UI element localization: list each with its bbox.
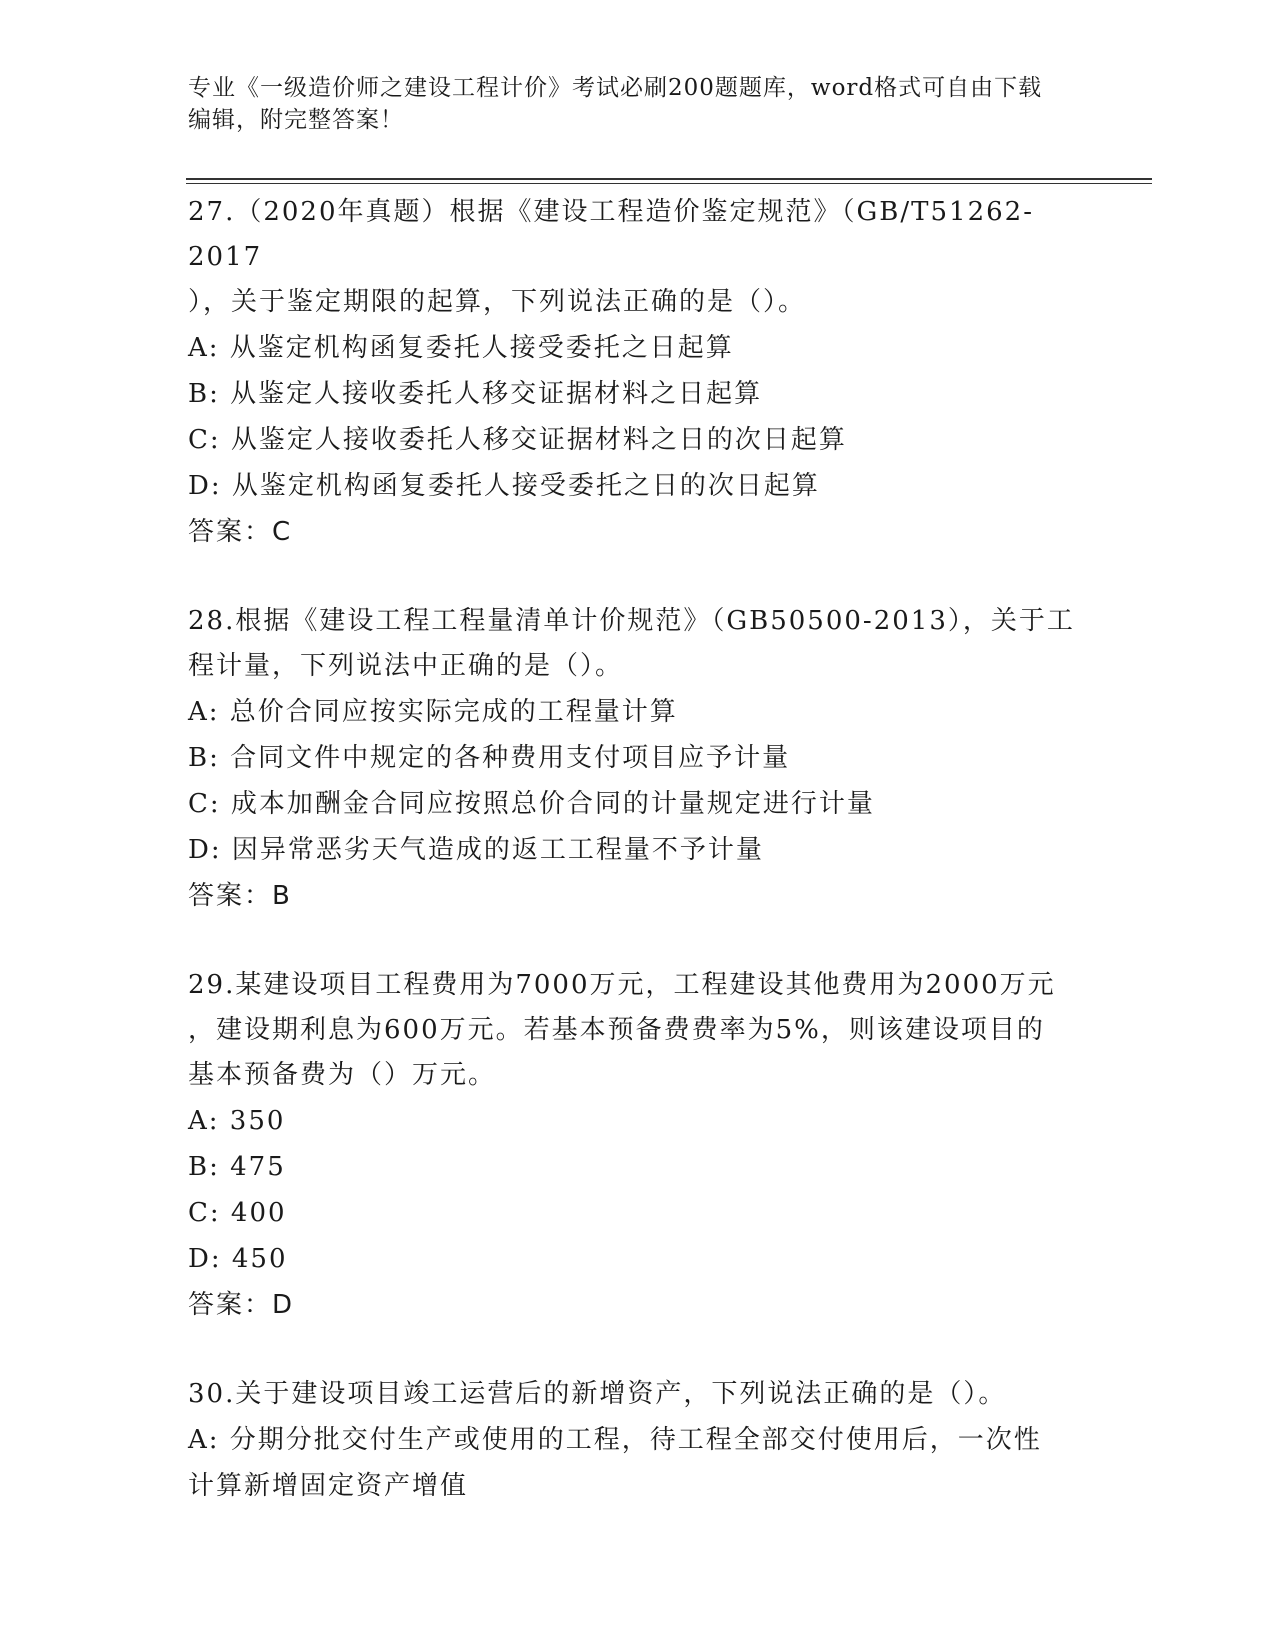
option-c: C: 400 [188, 1198, 287, 1228]
question-30 [188, 1372, 1088, 1509]
option-a: A: 分期分批交付生产或使用的工程，待工程全部交付使用后，一次性 计算新增固定资产增值 [188, 1425, 1042, 1501]
option-d: D: 从鉴定机构函复委托人接受委托之日的次日起算 [188, 471, 820, 501]
option-c: C: 成本加酬金合同应按照总价合同的计量规定进行计量 [188, 789, 875, 819]
question-stem: 30.关于建设项目竣工运营后的新增资产，下列说法正确的是（）。 [188, 1379, 1007, 1409]
option-a: A: 350 [188, 1106, 286, 1136]
option-d: D: 450 [188, 1244, 288, 1274]
header-divider-thin [186, 183, 1152, 184]
answer-line: 答案：D [188, 1290, 295, 1320]
option-a: A: 总价合同应按实际完成的工程量计算 [188, 697, 678, 727]
header-line-1: 专业《一级造价师之建设工程计价》考试必刷200题题库，word格式可自由下载 [188, 75, 1043, 101]
question-stem: 28.根据《建设工程工程量清单计价规范》（GB50500-2013），关于工 程计量，下列说法中正确的是（）。 [188, 606, 1075, 681]
option-b: B: 合同文件中规定的各种费用支付项目应予计量 [188, 743, 791, 773]
question-28 [188, 599, 1088, 919]
question-stem: 29.某建设项目工程费用为7000万元，工程建设其他费用为2000万元 ，建设期利息为600万元。若基本预备费费率为5%，则该建设项目的 基本预备费为（）万元。 [188, 970, 1056, 1090]
question-list [188, 190, 1088, 1553]
option-b: B: 从鉴定人接收委托人移交证据材料之日起算 [188, 379, 763, 409]
header-divider-thick [186, 178, 1152, 180]
question-29 [188, 963, 1088, 1328]
option-c: C: 从鉴定人接收委托人移交证据材料之日的次日起算 [188, 425, 847, 455]
document-header [188, 72, 1088, 136]
question-stem: 27.（2020年真题）根据《建设工程造价鉴定规范》（GB/T51262-2017 ），关于鉴定期限的起算，下列说法正确的是（）。 [188, 197, 1034, 317]
option-a: A: 从鉴定机构函复委托人接受委托之日起算 [188, 333, 734, 363]
answer-line: 答案：B [188, 881, 292, 911]
header-line-2: 编辑，附完整答案！ [188, 107, 404, 133]
option-b: B: 475 [188, 1152, 286, 1182]
option-d: D: 因异常恶劣天气造成的返工工程量不予计量 [188, 835, 764, 865]
question-27 [188, 190, 1088, 555]
answer-line: 答案：C [188, 517, 293, 547]
